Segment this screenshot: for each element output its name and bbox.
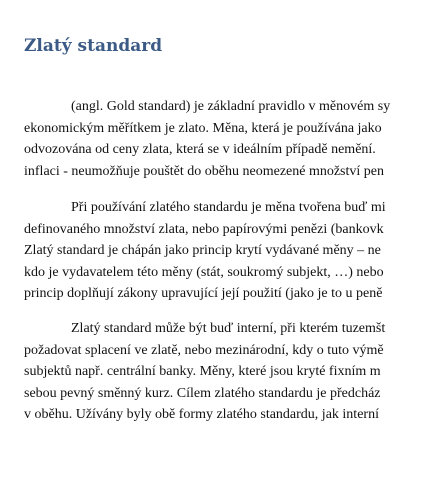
paragraph-line: subjektů např. centrální banky. Měny, které jsou kryté fixním m [24, 364, 381, 379]
paragraph-2 [24, 197, 386, 305]
paragraph-line: požadovat splacení ve zlatě, nebo mezinárodní, kdy o tuto výmě [24, 342, 384, 358]
page-title: Zlatý standard [24, 36, 163, 56]
paragraph-line: Při používání zlatého standardu je měna tvořena buď mi [71, 200, 386, 215]
paragraph-1 [24, 96, 390, 182]
paragraph-line: Zlatý standard je chápán jako princip krytí vydávané měny – ne [24, 243, 381, 258]
paragraph-line: definovaného množství zlata, nebo papírovými penězi (bankovk [24, 221, 384, 237]
paragraph-line: v oběhu. Užívány byly obě formy zlatého standardu, jak interní [24, 407, 379, 422]
paragraph-line: sebou pevný směnný kurz. Cílem zlatého standardu je předcház [24, 385, 381, 401]
paragraph-line: (angl. Gold standard) je základní pravidlo v měnovém sy [71, 99, 391, 114]
paragraph-line: odvozována od ceny zlata, která se v ideálním případě nemění. [24, 142, 376, 157]
paragraph-line: Zlatý standard může být buď interní, při kterém tuzemšt [71, 321, 386, 336]
paragraph-line: ekonomickým měřítkem je zlato. Měna, která je používána jako [24, 120, 382, 136]
paragraph-line: inflaci - neumožňuje pouštět do oběhu neomezené množství pen [24, 163, 385, 179]
paragraph-3 [24, 318, 385, 426]
paragraph-line: kdo je vydavatelem této měny (stát, soukromý subjekt, …) nebo [24, 264, 384, 280]
paragraph-line: princip doplňují zákony upravující její použití (jako je to u peně [24, 286, 383, 301]
